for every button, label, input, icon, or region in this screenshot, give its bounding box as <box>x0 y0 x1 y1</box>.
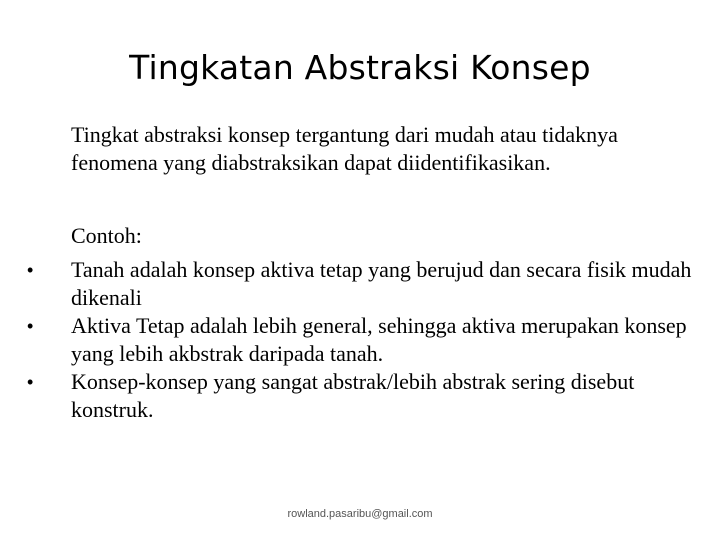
bullet-icon: • <box>27 260 34 280</box>
slide-title: Tingkatan Abstraksi Konsep <box>129 48 591 87</box>
bullet-item <box>27 368 697 424</box>
bullet-text: Aktiva Tetap adalah lebih general, sehingga aktiva merupakan konsep yang lebih akbstrak daripada tanah. <box>71 313 687 366</box>
example-label: Contoh: <box>71 223 142 248</box>
bullet-item <box>27 312 697 368</box>
footer-email: rowland.pasaribu@gmail.com <box>287 508 433 520</box>
bullet-item <box>27 256 697 312</box>
bullet-icon: • <box>27 372 34 392</box>
bullet-text: Konsep-konsep yang sangat abstrak/lebih abstrak sering disebut konstruk. <box>71 369 635 422</box>
bullet-list <box>27 256 697 424</box>
bullet-text: Tanah adalah konsep aktiva tetap yang berujud dan secara fisik mudah dikenali <box>71 257 692 310</box>
bullet-icon: • <box>27 316 34 336</box>
intro-paragraph: Tingkat abstraksi konsep tergantung dari mudah atau tidaknya fenomena yang diabstraksikan dapat diidentifikasikan. <box>71 122 618 175</box>
